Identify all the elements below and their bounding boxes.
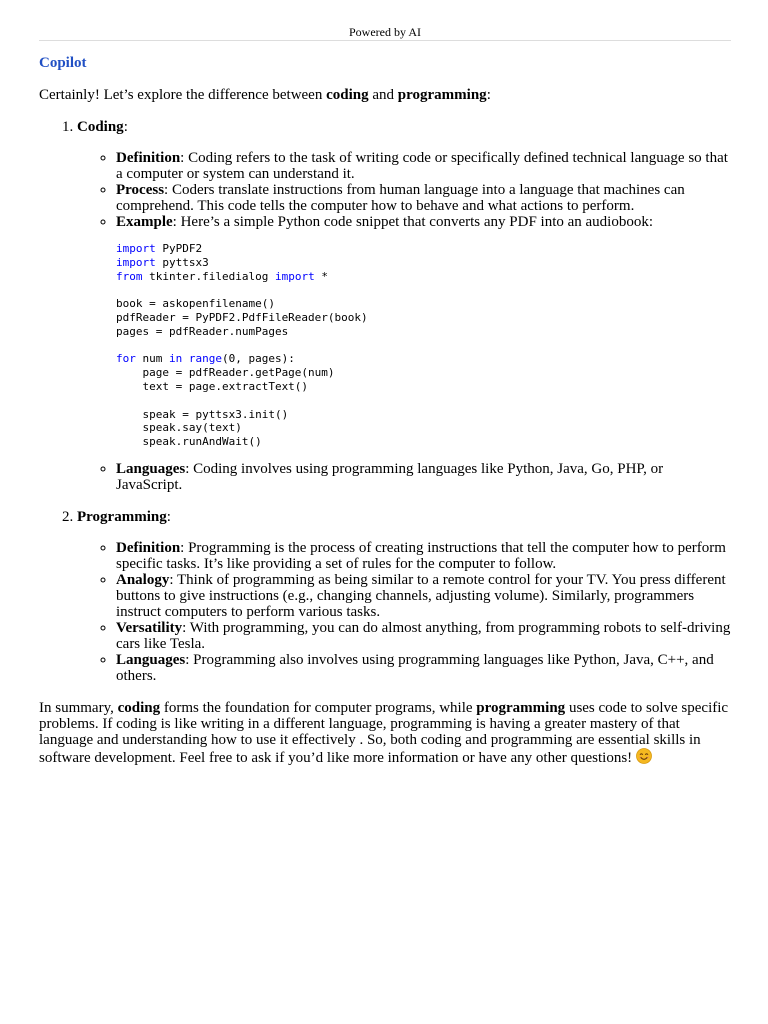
bullet-term: Definition [116,539,181,556]
list-item [116,620,731,652]
section-title-coding: Coding [77,119,124,135]
list-item [116,652,731,684]
code-block [116,242,731,449]
powered-by-label: Powered by AI [349,25,421,39]
section-programming [77,509,731,684]
summary-term-programming: programming [476,699,566,716]
summary-term-coding: coding [117,699,161,716]
code-text: book = askopenfilename() [116,297,275,311]
section-title-suffix: : [166,508,171,525]
code-keyword: in [169,352,183,366]
bullet-term: Definition [116,150,181,166]
bullet-term: Languages [116,460,186,477]
bullet-text: : Think of programming as being similar to a remote control for your TV. You press different buttons to give instructions (e.g., changing channels, adjusting volume). Similarly, programmers instruct computers to perform various tasks. [116,571,726,620]
bullet-term: Process [116,182,165,198]
code-text: pyttsx3 [155,255,209,269]
document-page [39,0,731,766]
code-text: pdfReader = PyPDF2.PdfFileReader(book) [116,310,368,324]
list-item [116,150,731,182]
intro-term-coding: coding [326,87,369,103]
code-text: speak.runAndWait() [116,435,262,449]
code-text: * [314,269,328,283]
code-text: speak = pyttsx3.init() [116,407,289,421]
programming-bullets [77,540,731,684]
summary-text: uses code to solve specific problems. If coding is like writing in a different language, programming is having a greater mastery of that language and understanding how to use it effectively . So, both coding and programming are essential skills in software development. Feel free to ask if you’d like more information or have any other questions! [39,699,729,766]
intro-paragraph [39,87,731,103]
section-title-suffix: : [123,119,128,135]
list-item [116,540,731,572]
bullet-text: : Coders translate instructions from human language into a language that machines can comprehend. This code tells the computer how to behave and what actions to perform. [116,182,685,214]
code-keyword: range [188,352,222,366]
list-item [116,182,731,214]
intro-term-programming: programming [397,87,487,103]
summary-text: In summary, [39,699,118,716]
smiling-face-icon [636,748,652,764]
code-text: page = pdfReader.getPage(num) [116,366,335,380]
code-text: pages = pdfReader.numPages [116,324,289,338]
bullet-text: : Programming also involves using programming languages like Python, Java, C++, and others. [116,651,714,684]
coding-bullets [77,150,731,493]
list-item [116,572,731,620]
code-keyword: import [116,255,156,269]
summary-text: forms the foundation for computer programs, while [160,699,477,716]
code-text: num [135,352,169,366]
intro-prefix: Certainly! Let’s explore the difference between [39,87,327,103]
brand-title: Copilot [39,55,87,71]
code-keyword: for [116,352,136,366]
section-coding [77,119,731,493]
code-text: text = page.extractText() [116,379,309,393]
bullet-term: Versatility [116,619,183,636]
list-item [116,461,731,493]
section-title-programming: Programming [77,508,167,525]
code-text [182,352,189,365]
bullet-term: Example [116,214,173,230]
summary-paragraph [39,700,731,766]
bullet-text: : Programming is the process of creating instructions that tell the computer how to perform specific tasks. It’s like providing a set of rules for the computer to follow. [116,539,726,572]
list-item [116,214,731,449]
bullet-text: : Here’s a simple Python code snippet that converts any PDF into an audiobook: [172,214,654,230]
code-keyword: import [116,242,156,255]
code-text: (0, pages): [222,352,295,366]
header [39,0,731,41]
intro-mid: and [368,87,398,103]
main-list [39,119,731,684]
code-keyword: import [274,269,315,283]
code-keyword: from [116,269,143,283]
bullet-text: : Coding involves using programming languages like Python, Java, Go, PHP, or JavaScript. [116,460,664,493]
intro-suffix: : [486,87,491,103]
bullet-text: : With programming, you can do almost anything, from programming robots to self-driving cars like Tesla. [116,619,731,652]
code-text: speak.say(text) [116,421,242,435]
code-text: PyPDF2 [155,242,203,255]
bullet-text: : Coding refers to the task of writing code or specifically defined technical language so that a computer or system can understand it. [116,150,728,182]
bullet-term: Languages [116,651,186,668]
bullet-term: Analogy [116,571,170,588]
code-text: tkinter.filedialog [142,269,275,283]
